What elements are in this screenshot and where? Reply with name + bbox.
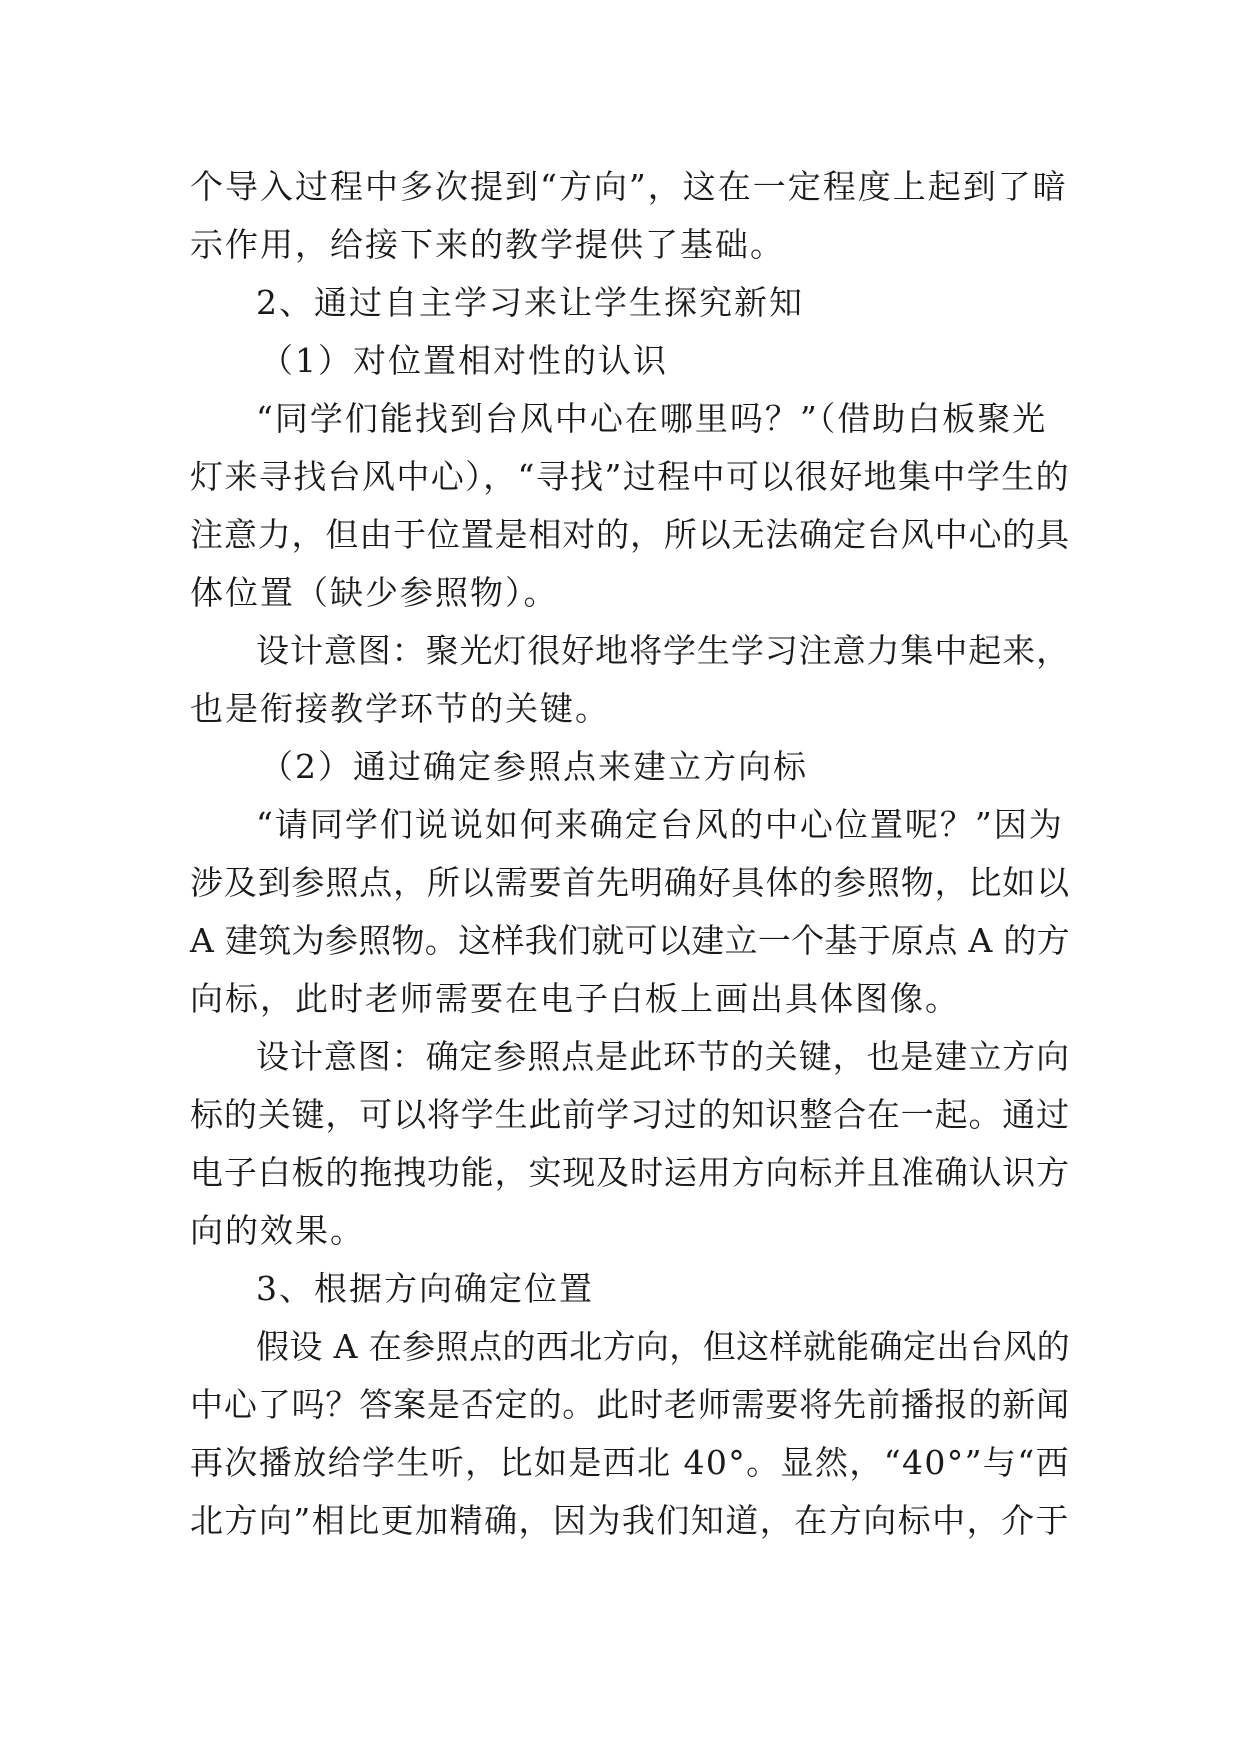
subsection-heading: （1）对位置相对性的认识 [260, 341, 668, 380]
document-body [190, 158, 1070, 1550]
text-line: 体位置（缺少参照物）。 [190, 573, 559, 612]
text-line: A 建筑为参照物。这样我们就可以建立一个基于原点 A 的方 [190, 921, 1070, 960]
subsection-heading: （2）通过确定参照点来建立方向标 [260, 747, 808, 786]
section-heading: 2、通过自主学习来让学生探究新知 [256, 283, 804, 322]
text-line: 设计意图：确定参照点是此环节的关键，也是建立方向 [256, 1037, 1070, 1076]
text-line: 涉及到参照点，所以需要首先明确好具体的参照物，比如以 [190, 863, 1070, 902]
text-line: 中心了吗？答案是否定的。此时老师需要将先前播报的新闻 [190, 1385, 1070, 1424]
text-line: 设计意图：聚光灯很好地将学生学习注意力集中起来， [256, 631, 1070, 670]
text-line: “同学们能找到台风中心在哪里吗？”（借助白板聚光 [256, 399, 1048, 438]
text-line: 北方向”相比更加精确，因为我们知道，在方向标中，介于 [190, 1501, 1070, 1540]
text-line: 标的关键，可以将学生此前学习过的知识整合在一起。通过 [190, 1095, 1070, 1134]
text-line: 也是衔接教学环节的关键。 [190, 689, 610, 728]
text-line: 示作用，给接下来的教学提供了基础。 [190, 225, 785, 264]
text-line: 向标，此时老师需要在电子白板上画出具体图像。 [190, 979, 960, 1018]
section-heading: 3、根据方向确定位置 [256, 1269, 594, 1308]
text-line: 灯来寻找台风中心），“寻找”过程中可以很好地集中学生的 [190, 457, 1070, 496]
text-line: 个导入过程中多次提到“方向”，这在一定程度上起到了暗 [190, 167, 1068, 206]
text-line: “请同学们说说如何来确定台风的中心位置呢？”因为 [256, 805, 1064, 844]
text-line: 电子白板的拖拽功能，实现及时运用方向标并且准确认识方 [190, 1153, 1070, 1192]
text-line: 假设 A 在参照点的西北方向，但这样就能确定出台风的 [256, 1327, 1070, 1366]
text-line: 向的效果。 [190, 1211, 365, 1250]
text-line: 再次播放给学生听，比如是西北 40°。显然，“40°”与“西 [190, 1443, 1070, 1482]
text-line: 注意力，但由于位置是相对的，所以无法确定台风中心的具 [190, 515, 1070, 554]
